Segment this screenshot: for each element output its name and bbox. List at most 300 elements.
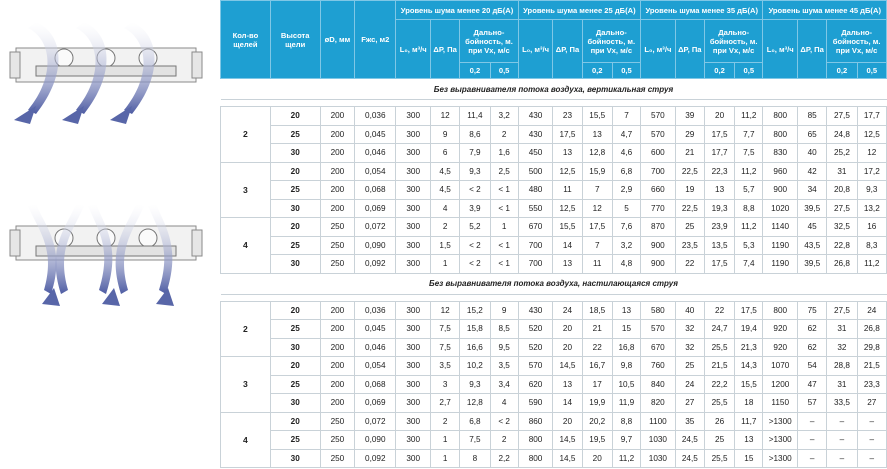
table-cell: 25	[270, 375, 320, 394]
table-cell: 29,8	[857, 338, 886, 357]
header-pressure: ΔP, Па	[798, 20, 827, 79]
table-cell: 1190	[763, 255, 798, 274]
slot-count-cell: 2	[221, 301, 271, 357]
table-cell: 300	[396, 199, 431, 218]
table-cell: < 2	[460, 181, 490, 200]
table-cell: 0,090	[355, 236, 396, 255]
table-cell: 500	[518, 162, 553, 181]
table-cell: 25,5	[704, 338, 734, 357]
table-cell: 0,045	[355, 125, 396, 144]
table-cell: 900	[641, 255, 676, 274]
table-cell: –	[827, 431, 857, 450]
table-cell: 300	[396, 357, 431, 376]
table-cell: 300	[396, 255, 431, 274]
table-cell: 3,4	[490, 375, 518, 394]
table-cell: 23,5	[675, 236, 704, 255]
table-cell: –	[798, 431, 827, 450]
table-cell: 31	[827, 375, 857, 394]
table-cell: 25	[270, 125, 320, 144]
table-cell: 860	[518, 412, 553, 431]
table-cell: 5,3	[735, 236, 763, 255]
table-cell: 8,3	[857, 236, 886, 255]
table-cell: 40	[798, 144, 827, 163]
table-cell: 10,2	[460, 357, 490, 376]
table-cell: 5,2	[460, 218, 490, 237]
table-cell: 200	[320, 375, 355, 394]
table-cell: 870	[641, 218, 676, 237]
table-cell: 32	[675, 320, 704, 339]
table-cell: 54	[798, 357, 827, 376]
table-cell: 15,5	[735, 375, 763, 394]
table-cell: 620	[518, 375, 553, 394]
table-cell: 0,069	[355, 394, 396, 413]
table-cell: 24,7	[704, 320, 734, 339]
table-cell: 27,5	[827, 199, 857, 218]
table-cell: 8,6	[460, 125, 490, 144]
table-cell: 700	[518, 255, 553, 274]
table-cell: 12	[431, 301, 460, 320]
table-cell: 13	[735, 431, 763, 450]
table-cell: 20	[270, 218, 320, 237]
header-flow: L₀, м³/ч	[641, 20, 676, 79]
table-cell: 4,8	[612, 255, 640, 274]
table-cell: 17,7	[857, 107, 886, 126]
table-cell: 14	[553, 236, 582, 255]
table-cell: 3,5	[431, 357, 460, 376]
section-title: Без выравнивателя потока воздуха, настилающаяся струя	[221, 273, 887, 294]
table-cell: 570	[641, 107, 676, 126]
table-cell: 6,8	[612, 162, 640, 181]
table-cell: 7	[582, 181, 612, 200]
slot-count-cell: 3	[221, 357, 271, 413]
table-cell: 20	[270, 412, 320, 431]
table-cell: 0,092	[355, 449, 396, 468]
table-cell: 7,5	[460, 431, 490, 450]
table-cell: 200	[320, 162, 355, 181]
table-cell: 19,5	[582, 431, 612, 450]
table-cell: 13,2	[857, 199, 886, 218]
table-cell: 660	[641, 181, 676, 200]
table-cell: 9,8	[612, 357, 640, 376]
table-cell: 250	[320, 236, 355, 255]
table-cell: 8	[460, 449, 490, 468]
table-cell: 1,5	[431, 236, 460, 255]
table-cell: 4	[490, 394, 518, 413]
table-cell: 0,072	[355, 412, 396, 431]
table-cell: 20	[553, 320, 582, 339]
header-range: Дально-бойность, м. при Vx, м/с	[704, 20, 762, 63]
table-cell: 45	[798, 218, 827, 237]
header-v2: 0,5	[490, 63, 518, 79]
table-cell: 32	[827, 338, 857, 357]
table-cell: 17,5	[704, 125, 734, 144]
table-cell: 18,5	[582, 301, 612, 320]
section-title-row	[221, 79, 887, 100]
table-cell: 12	[857, 144, 886, 163]
table-cell: 42	[798, 162, 827, 181]
table-cell: 1030	[641, 449, 676, 468]
table-row	[221, 320, 887, 339]
table-cell: 14,5	[553, 431, 582, 450]
table-cell: 11,2	[735, 162, 763, 181]
table-cell: 670	[518, 218, 553, 237]
table-cell: 1,6	[490, 144, 518, 163]
table-cell: 760	[641, 357, 676, 376]
table-cell: 27	[857, 394, 886, 413]
header-v2: 0,5	[612, 63, 640, 79]
table-cell: 39	[675, 107, 704, 126]
table-cell: 6	[431, 144, 460, 163]
table-cell: 12,5	[857, 125, 886, 144]
header-v2: 0,5	[735, 63, 763, 79]
table-cell: 8,8	[612, 412, 640, 431]
header-range: Дально-бойность, м. при Vx, м/с	[582, 20, 640, 63]
table-cell: 2	[431, 218, 460, 237]
table-cell: –	[798, 449, 827, 468]
table-cell: 570	[518, 357, 553, 376]
table-cell: 20	[270, 107, 320, 126]
table-cell: 35	[675, 412, 704, 431]
table-cell: 0,069	[355, 199, 396, 218]
table-cell: 9,3	[460, 375, 490, 394]
table-cell: 4,6	[612, 144, 640, 163]
table-cell: 65	[798, 125, 827, 144]
header-range: Дально-бойность, м. при Vx, м/с	[460, 20, 518, 63]
table-cell: 5,7	[735, 181, 763, 200]
table-cell: 25,5	[704, 394, 734, 413]
table-cell: 0,092	[355, 255, 396, 274]
table-cell: 9,3	[460, 162, 490, 181]
table-row	[221, 357, 887, 376]
table-cell: 9,5	[490, 338, 518, 357]
table-cell: –	[857, 431, 886, 450]
table-cell: 7,5	[431, 338, 460, 357]
table-cell: 14,5	[553, 449, 582, 468]
table-cell: 12,5	[553, 162, 582, 181]
table-cell: 20	[582, 449, 612, 468]
table-cell: –	[798, 412, 827, 431]
table-cell: 21,5	[704, 357, 734, 376]
table-row	[221, 218, 887, 237]
table-cell: 11,7	[735, 412, 763, 431]
table-cell: 7	[612, 107, 640, 126]
table-cell: 700	[518, 236, 553, 255]
table-cell: 13	[704, 181, 734, 200]
table-cell: 570	[641, 125, 676, 144]
table-cell: 9	[431, 125, 460, 144]
header-v1: 0,2	[582, 63, 612, 79]
illustrations-panel	[0, 0, 220, 469]
header-v1: 0,2	[460, 63, 490, 79]
table-row	[221, 301, 887, 320]
table-cell: 11	[553, 181, 582, 200]
table-cell: 25	[270, 431, 320, 450]
table-cell: 200	[320, 338, 355, 357]
table-cell: 17,5	[735, 301, 763, 320]
table-cell: 30	[270, 199, 320, 218]
table-cell: 520	[518, 320, 553, 339]
table-cell: 17,5	[704, 255, 734, 274]
table-cell: 34	[798, 181, 827, 200]
table-cell: 430	[518, 301, 553, 320]
table-cell: < 1	[490, 181, 518, 200]
table-cell: 670	[641, 338, 676, 357]
table-cell: 30	[270, 144, 320, 163]
table-cell: 20,8	[827, 181, 857, 200]
table-cell: 16,7	[582, 357, 612, 376]
table-cell: 12	[582, 199, 612, 218]
table-cell: 830	[763, 144, 798, 163]
table-cell: 300	[396, 181, 431, 200]
section-title-row	[221, 273, 887, 294]
slot-count-cell: 4	[221, 412, 271, 468]
table-cell: 19	[675, 181, 704, 200]
table-cell: 300	[396, 412, 431, 431]
table-cell: 25	[675, 357, 704, 376]
table-cell: 2	[431, 412, 460, 431]
header-range: Дально-бойность, м. при Vx, м/с	[827, 20, 887, 63]
header-pressure: ΔP, Па	[553, 20, 582, 79]
table-cell: 0,072	[355, 218, 396, 237]
table-row	[221, 338, 887, 357]
table-cell: 7	[582, 236, 612, 255]
table-cell: 300	[396, 125, 431, 144]
table-cell: 200	[320, 394, 355, 413]
table-cell: 300	[396, 431, 431, 450]
table-cell: 25	[704, 431, 734, 450]
table-cell: 11,2	[735, 218, 763, 237]
table-row	[221, 107, 887, 126]
table-cell: 1140	[763, 218, 798, 237]
table-cell: 11	[582, 255, 612, 274]
table-cell: 3	[431, 375, 460, 394]
table-cell: 480	[518, 181, 553, 200]
table-cell: 1	[431, 449, 460, 468]
table-cell: 300	[396, 218, 431, 237]
spacer-row	[221, 294, 887, 301]
table-cell: 22,2	[704, 375, 734, 394]
table-cell: >1300	[763, 449, 798, 468]
table-cell: 300	[396, 162, 431, 181]
table-cell: 300	[396, 236, 431, 255]
table-cell: 16,8	[612, 338, 640, 357]
table-cell: 62	[798, 320, 827, 339]
table-cell: 4,5	[431, 181, 460, 200]
table-cell: 23,3	[857, 375, 886, 394]
table-cell: 22	[582, 338, 612, 357]
table-cell: 7,9	[460, 144, 490, 163]
table-cell: 13	[553, 255, 582, 274]
table-cell: 300	[396, 301, 431, 320]
table-row	[221, 199, 887, 218]
table-cell: 3,5	[490, 357, 518, 376]
table-cell: 1190	[763, 236, 798, 255]
table-cell: 1070	[763, 357, 798, 376]
table-cell: 11,2	[612, 449, 640, 468]
table-cell: 21,5	[857, 357, 886, 376]
table-cell: –	[827, 412, 857, 431]
table-cell: –	[857, 449, 886, 468]
table-cell: 40	[675, 301, 704, 320]
table-cell: 17	[582, 375, 612, 394]
table-cell: < 2	[460, 236, 490, 255]
header-flow: L₀, м³/ч	[763, 20, 798, 79]
table-cell: 13,5	[704, 236, 734, 255]
table-cell: 21	[582, 320, 612, 339]
table-cell: 2,2	[490, 449, 518, 468]
table-cell: 19,4	[735, 320, 763, 339]
table-cell: 29	[675, 125, 704, 144]
table-cell: < 1	[490, 255, 518, 274]
table-cell: 200	[320, 144, 355, 163]
table-cell: 24	[857, 301, 886, 320]
table-cell: 820	[641, 394, 676, 413]
table-cell: 0,054	[355, 162, 396, 181]
table-cell: 20	[270, 301, 320, 320]
table-cell: 20,2	[582, 412, 612, 431]
table-cell: 800	[763, 301, 798, 320]
table-cell: 4,5	[431, 162, 460, 181]
table-cell: 4,7	[612, 125, 640, 144]
table-cell: 840	[641, 375, 676, 394]
table-cell: 24	[675, 375, 704, 394]
table-cell: 26	[704, 412, 734, 431]
table-cell: 960	[763, 162, 798, 181]
table-cell: 0,068	[355, 181, 396, 200]
table-cell: 2,5	[490, 162, 518, 181]
table-cell: 19,9	[582, 394, 612, 413]
table-cell: 23	[553, 107, 582, 126]
table-cell: 300	[396, 144, 431, 163]
table-cell: 700	[641, 162, 676, 181]
table-cell: >1300	[763, 412, 798, 431]
table-cell: 7,5	[735, 144, 763, 163]
table-cell: 0,046	[355, 338, 396, 357]
table-cell: 800	[763, 125, 798, 144]
table-cell: 0,046	[355, 144, 396, 163]
table-cell: 26,8	[857, 320, 886, 339]
table-cell: 15,8	[460, 320, 490, 339]
table-cell: 250	[320, 255, 355, 274]
spacer-row	[221, 100, 887, 107]
table-cell: 450	[518, 144, 553, 163]
table-cell: 11,4	[460, 107, 490, 126]
slot-count-cell: 3	[221, 162, 271, 218]
table-cell: 25	[270, 236, 320, 255]
table-cell: 250	[320, 412, 355, 431]
table-cell: 39,5	[798, 255, 827, 274]
table-row	[221, 162, 887, 181]
table-cell: 15,2	[460, 301, 490, 320]
table-cell: 2	[490, 125, 518, 144]
table-cell: 800	[518, 431, 553, 450]
table-row	[221, 394, 887, 413]
table-cell: 27,5	[827, 301, 857, 320]
table-cell: 27	[675, 394, 704, 413]
table-cell: 24	[553, 301, 582, 320]
table-cell: 17,7	[704, 144, 734, 163]
table-cell: 9	[490, 301, 518, 320]
table-cell: 16	[857, 218, 886, 237]
table-cell: 25	[675, 218, 704, 237]
table-cell: 20	[704, 107, 734, 126]
table-cell: 200	[320, 181, 355, 200]
table-cell: 1	[431, 431, 460, 450]
table-cell: 25,5	[704, 449, 734, 468]
table-cell: 0,068	[355, 375, 396, 394]
table-row	[221, 255, 887, 274]
table-cell: 800	[763, 107, 798, 126]
table-cell: 7,4	[735, 255, 763, 274]
table-cell: 1	[490, 218, 518, 237]
table-cell: < 2	[460, 255, 490, 274]
spacer	[221, 100, 887, 107]
table-cell: 22	[704, 301, 734, 320]
table-cell: 7,5	[431, 320, 460, 339]
table-cell: 23,9	[704, 218, 734, 237]
table-cell: 12,8	[460, 394, 490, 413]
table-cell: 7,6	[612, 218, 640, 237]
table-cell: >1300	[763, 431, 798, 450]
header-noise-25: Уровень шума менее 25 дБ(А)	[518, 1, 640, 20]
table-cell: 1	[431, 255, 460, 274]
header-v1: 0,2	[827, 63, 857, 79]
table-cell: 0,036	[355, 301, 396, 320]
table-cell: 21	[675, 144, 704, 163]
table-cell: 25	[270, 320, 320, 339]
table-cell: 200	[320, 320, 355, 339]
table-cell: < 2	[490, 412, 518, 431]
table-cell: –	[827, 449, 857, 468]
table-cell: 13	[553, 144, 582, 163]
table-cell: 19,3	[704, 199, 734, 218]
table-cell: 430	[518, 107, 553, 126]
table-cell: 25,2	[827, 144, 857, 163]
table-cell: 21,3	[735, 338, 763, 357]
table-cell: 27,5	[827, 107, 857, 126]
table-cell: 20	[270, 357, 320, 376]
table-cell: 9,3	[857, 181, 886, 200]
table-cell: 1100	[641, 412, 676, 431]
table-row	[221, 236, 887, 255]
table-cell: 520	[518, 338, 553, 357]
table-cell: 11,2	[735, 107, 763, 126]
table-cell: 28,8	[827, 357, 857, 376]
table-cell: 300	[396, 394, 431, 413]
table-cell: 7,7	[735, 125, 763, 144]
table-cell: 14	[553, 394, 582, 413]
header-count: Кол-во щелей	[221, 1, 271, 79]
table-cell: 2,7	[431, 394, 460, 413]
table-cell: 31	[827, 162, 857, 181]
slot-count-cell: 2	[221, 107, 271, 163]
header-noise-20: Уровень шума менее 20 дБ(А)	[396, 1, 518, 20]
table-cell: 22	[675, 255, 704, 274]
table-cell: 22,5	[675, 199, 704, 218]
header-v1: 0,2	[704, 63, 734, 79]
table-row	[221, 431, 887, 450]
table-cell: 20	[553, 412, 582, 431]
table-cell: 17,5	[553, 125, 582, 144]
table-cell: 5	[612, 199, 640, 218]
table-cell: 6,8	[460, 412, 490, 431]
table-cell: 200	[320, 357, 355, 376]
table-cell: 16,6	[460, 338, 490, 357]
table-cell: 11,2	[857, 255, 886, 274]
table-cell: 57	[798, 394, 827, 413]
table-cell: 900	[641, 236, 676, 255]
table-cell: < 1	[490, 236, 518, 255]
